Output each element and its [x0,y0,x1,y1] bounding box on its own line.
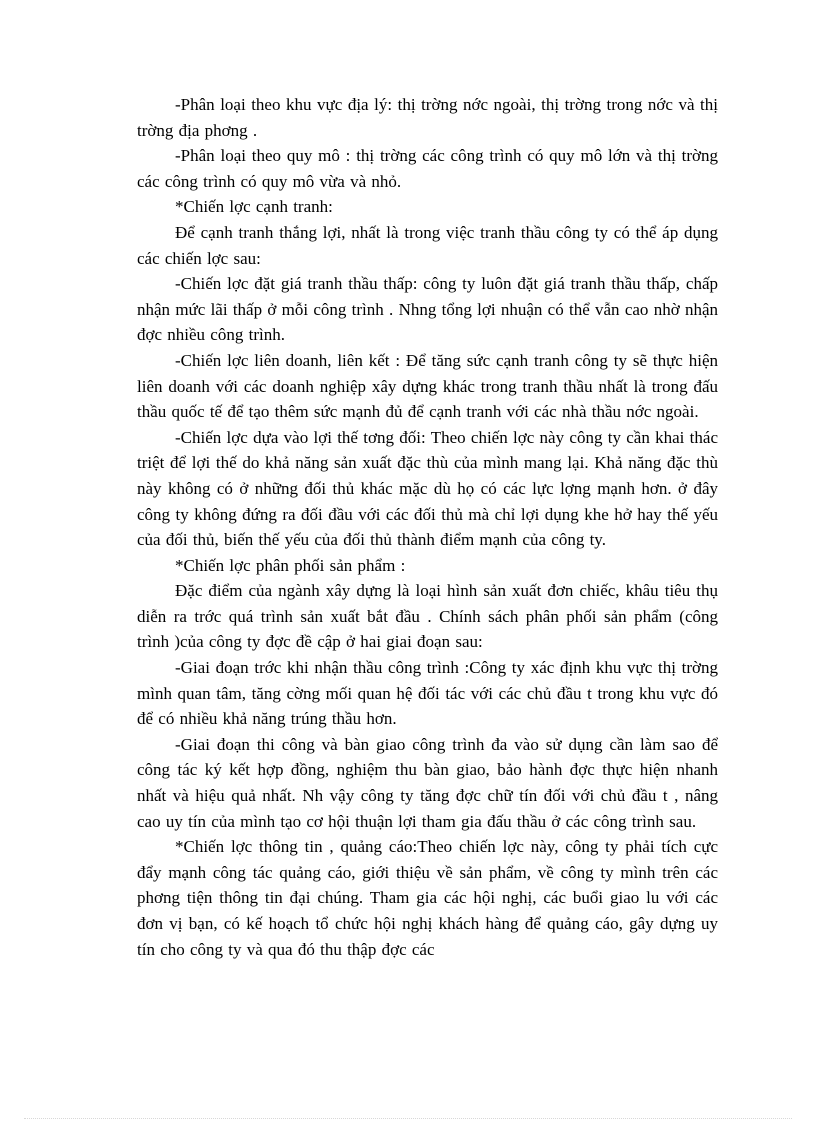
paragraph-joint-venture-strategy: -Chiến lợc liên doanh, liên kết : Để tăng sức cạnh tranh công ty sẽ thực hiện liên doanh với các doanh nghiệp xây dựng khác trong tranh thầu nhất là trong đấu thầu quốc tế để tạo thêm sức mạnh đủ để cạnh tranh với các nhà thầu nớc ngoài. [137,350,718,422]
paragraph-construction-stage: -Giai đoạn thi công và bàn giao công trình đa vào sử dụng cần làm sao để công tác ký kết hợp đồng, nghiệm thu bàn giao, bảo hành đợc thực hiện nhanh nhất và hiệu quả nhất. Nh vậy công ty tăng đợc chữ tín đối với chủ đầu t , nâng cao uy tín của mình tạo cơ hội thuận lợi tham gia đấu thầu ở các công trình sau. [137,734,718,831]
paragraph-market-by-region: -Phân loại theo khu vực địa lý: thị trờng nớc ngoài, thị trờng trong nớc và thị trờng địa phơng . [137,95,718,140]
paragraph-market-by-scale: -Phân loại theo quy mô : thị trờng các công trình có quy mô lớn và thị trờng các công trình có quy mô vừa và nhỏ. [137,146,718,191]
heading-distribution-strategy: *Chiến lợc phân phối sản phẩm : [175,555,406,575]
paragraph-information-strategy: *Chiến lợc thông tin , quảng cáo:Theo chiến lợc này, công ty phải tích cực đẩy mạnh công tác quảng cáo, giới thiệu về sản phẩm, về công ty mình trên các phơng tiện thông tin đại chúng. Tham gia các hội nghị, các buổi giao lu với các đơn vị bạn, có kế hoạch tổ chức hội nghị khách hàng để quảng cáo, gây dựng uy tín cho công ty và qua đó thu thập đợc các [137,837,718,959]
paragraph-pre-contract-stage: -Giai đoạn trớc khi nhận thầu công trình :Công ty xác định khu vực thị trờng mình quan tâm, tăng cờng mối quan hệ đối tác với các chủ đầu t trong khu vực đó để có nhiều khả năng trúng thầu hơn. [137,658,718,729]
paragraph-competition-intro: Để cạnh tranh thắng lợi, nhất là trong việc tranh thầu công ty có thể áp dụng các chiến lợc sau: [137,222,718,268]
paragraph-relative-advantage-strategy: -Chiến lợc dựa vào lợi thế tơng đối: Theo chiến lợc này công ty cần khai thác triệt để lợi thế do khả năng sản xuất đặc thù của mình mang lại. Khả năng đặc thù này không có ở những đối thủ khác mặc dù họ có các lực lợng mạnh hơn. ở đây công ty không đứng ra đối đầu với các đối thủ mà chỉ lợi dụng khe hở hay thế yếu của đối thủ, biến thế yếu của đối thủ thành điểm mạnh của công ty. [137,427,718,550]
heading-competition-strategy: *Chiến lợc cạnh tranh: [175,197,333,217]
paragraph-distribution-intro: Đặc điểm của ngành xây dựng là loại hình sản xuất đơn chiếc, khâu tiêu thụ diễn ra trớc quá trình sản xuất bắt đầu . Chính sách phân phối sản phẩm (công trình )của công ty đợc đề cập ở hai giai đoạn sau: [137,581,718,652]
paragraph-low-bid-strategy: -Chiến lợc đặt giá tranh thầu thấp: công ty luôn đặt giá tranh thầu thấp, chấp nhận mức lãi thấp ở mỗi công trình . Nhng tổng lợi nhuận có thể vẫn cao nhờ nhận đợc nhiều công trình. [137,274,718,345]
document-body [137,92,718,1032]
page-bottom-divider [24,1118,792,1119]
